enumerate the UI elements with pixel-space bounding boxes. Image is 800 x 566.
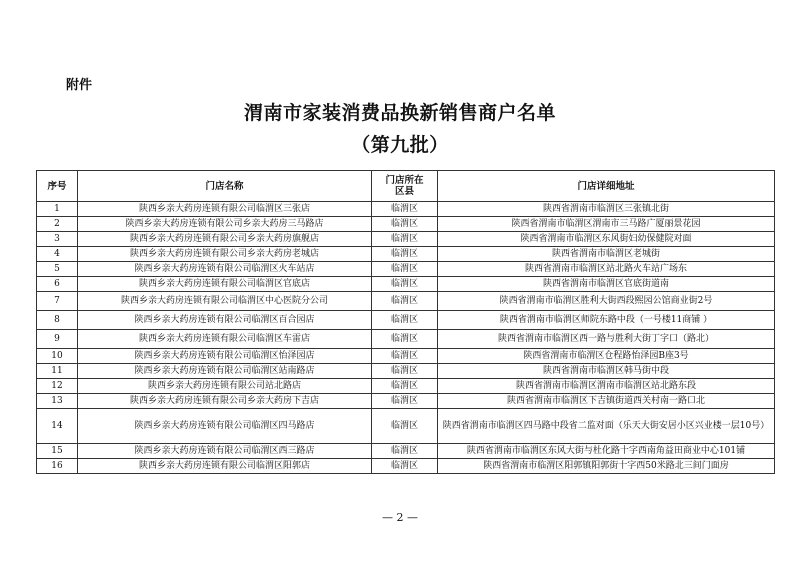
table-row (37, 379, 775, 394)
cell-address: 陕西省渭南市临渭区韩马街中段 (438, 364, 775, 379)
table-row (37, 202, 775, 217)
table-row (37, 311, 775, 330)
cell-store-name: 陕西乡亲大药房连锁有限公司站北路店 (78, 379, 372, 394)
cell-address: 陕西省渭南市临渭区官底街道南 (438, 277, 775, 292)
table-row (37, 247, 775, 262)
cell-address: 陕西省渭南市临渭区仓程路怡泽园B座3号 (438, 349, 775, 364)
cell-district: 临渭区 (372, 330, 438, 349)
cell-store-name: 陕西乡亲大药房连锁有限公司乡亲大药房下吉店 (78, 394, 372, 409)
cell-index: 5 (37, 262, 78, 277)
cell-address: 陕西省渭南市临渭区西一路与胜利大街丁字口（路北） (438, 330, 775, 349)
cell-district: 临渭区 (372, 444, 438, 459)
table-row (37, 217, 775, 232)
merchant-table (36, 170, 775, 474)
cell-store-name: 陕西乡亲大药房连锁有限公司临渭区阳郭店 (78, 459, 372, 474)
document-title: 渭南市家装消费品换新销售商户名单 (243, 102, 556, 124)
page-number: — 2 — (382, 511, 418, 524)
cell-store-name: 陕西乡亲大药房连锁有限公司临渭区中心医院分公司 (78, 292, 372, 311)
cell-store-name: 陕西乡亲大药房连锁有限公司临渭区四马路店 (78, 409, 372, 444)
cell-store-name: 陕西乡亲大药房连锁有限公司乡亲大药房旗舰店 (78, 232, 372, 247)
cell-district: 临渭区 (372, 311, 438, 330)
cell-index: 12 (37, 379, 78, 394)
cell-index: 11 (37, 364, 78, 379)
cell-index: 3 (37, 232, 78, 247)
cell-index: 10 (37, 349, 78, 364)
cell-address: 陕西省渭南市临渭区渭南市三马路广厦丽景花园 (438, 217, 775, 232)
table-row (37, 262, 775, 277)
cell-district: 临渭区 (372, 202, 438, 217)
header-address: 门店详细地址 (438, 171, 775, 202)
cell-store-name: 陕西乡亲大药房连锁有限公司乡亲大药房老城店 (78, 247, 372, 262)
cell-district: 临渭区 (372, 247, 438, 262)
table-row (37, 330, 775, 349)
attachment-label: 附件 (66, 78, 93, 93)
header-index: 序号 (37, 171, 78, 202)
cell-store-name: 陕西乡亲大药房连锁有限公司临渭区西三路店 (78, 444, 372, 459)
cell-index: 9 (37, 330, 78, 349)
cell-district: 临渭区 (372, 292, 438, 311)
cell-store-name: 陕西乡亲大药房连锁有限公司临渭区三张店 (78, 202, 372, 217)
table-header-row (37, 171, 775, 202)
table-row (37, 364, 775, 379)
cell-index: 15 (37, 444, 78, 459)
cell-index: 6 (37, 277, 78, 292)
cell-address: 陕西省渭南市临渭区老城街 (438, 247, 775, 262)
cell-address: 陕西省渭南市临渭区下吉镇街道西关村南一路口北 (438, 394, 775, 409)
cell-district: 临渭区 (372, 394, 438, 409)
header-district: 门店所在区县 (372, 171, 438, 202)
cell-store-name: 陕西乡亲大药房连锁有限公司临渭区车雷店 (78, 330, 372, 349)
cell-index: 8 (37, 311, 78, 330)
cell-address: 陕西省渭南市临渭区阳郭镇阳郭街十字西50米路北三间门面房 (438, 459, 775, 474)
table-row (37, 394, 775, 409)
cell-district: 临渭区 (372, 349, 438, 364)
table-row (37, 349, 775, 364)
cell-store-name: 陕西乡亲大药房连锁有限公司临渭区百合园店 (78, 311, 372, 330)
table-row (37, 459, 775, 474)
cell-district: 临渭区 (372, 459, 438, 474)
cell-index: 13 (37, 394, 78, 409)
cell-index: 14 (37, 409, 78, 444)
cell-district: 临渭区 (372, 262, 438, 277)
table-row (37, 409, 775, 444)
cell-store-name: 陕西乡亲大药房连锁有限公司临渭区官底店 (78, 277, 372, 292)
table-row (37, 232, 775, 247)
table-row (37, 444, 775, 459)
cell-index: 16 (37, 459, 78, 474)
cell-address: 陕西省渭南市临渭区东风大街与杜化路十字西南角益田商业中心101铺 (438, 444, 775, 459)
cell-address: 陕西省渭南市临渭区师院东路中段（一号楼11商铺 ） (438, 311, 775, 330)
header-store-name: 门店名称 (78, 171, 372, 202)
cell-district: 临渭区 (372, 364, 438, 379)
cell-district: 临渭区 (372, 277, 438, 292)
cell-district: 临渭区 (372, 232, 438, 247)
cell-address: 陕西省渭南市临渭区胜利大街西段熙园公馆商业街2号 (438, 292, 775, 311)
table-row (37, 292, 775, 311)
cell-store-name: 陕西乡亲大药房连锁有限公司乡亲大药房三马路店 (78, 217, 372, 232)
cell-store-name: 陕西乡亲大药房连锁有限公司临渭区火车站店 (78, 262, 372, 277)
cell-address: 陕西省渭南市临渭区四马路中段省二监对面（乐天大街安居小区兴业楼一层10号） (438, 409, 775, 444)
cell-store-name: 陕西乡亲大药房连锁有限公司临渭区怡泽园店 (78, 349, 372, 364)
cell-district: 临渭区 (372, 217, 438, 232)
cell-address: 陕西省渭南市临渭区站北路火车站广场东 (438, 262, 775, 277)
document-subtitle: （第九批） (351, 134, 449, 156)
cell-district: 临渭区 (372, 409, 438, 444)
cell-address: 陕西省渭南市临渭区东风街妇幼保健院对面 (438, 232, 775, 247)
cell-index: 1 (37, 202, 78, 217)
cell-address: 陕西省渭南市临渭区渭南市临渭区站北路东段 (438, 379, 775, 394)
cell-index: 2 (37, 217, 78, 232)
cell-store-name: 陕西乡亲大药房连锁有限公司临渭区站南路店 (78, 364, 372, 379)
table-row (37, 277, 775, 292)
cell-district: 临渭区 (372, 379, 438, 394)
cell-index: 4 (37, 247, 78, 262)
cell-index: 7 (37, 292, 78, 311)
cell-address: 陕西省渭南市临渭区三张镇北街 (438, 202, 775, 217)
